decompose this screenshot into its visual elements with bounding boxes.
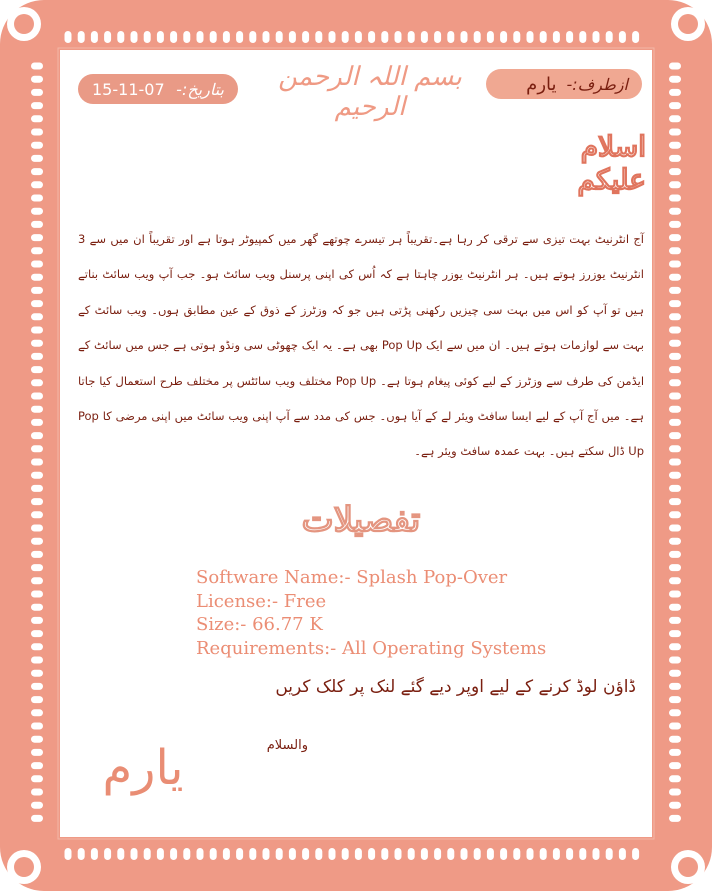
closing-text: والسلام	[266, 738, 308, 753]
spec-size: Size:- 66.77 K	[196, 614, 323, 635]
date-label: بتاریخ:-	[176, 79, 224, 99]
spec-requirements: Requirements:- All Operating Systems	[196, 637, 547, 659]
basmala-heading: بسم اللہ الرحمن الرحیم	[278, 62, 462, 122]
date-pill	[78, 74, 238, 104]
details-heading: تفصیلات	[301, 500, 421, 540]
greeting-heading: اسلام علیکم	[577, 130, 646, 196]
download-instruction: ڈاؤن لوڈ کرنے کے لیے اوپر دیے گئے لنک پر کلک کریں	[275, 677, 636, 697]
signature: یارم	[102, 740, 184, 796]
article-body: آج انٹرنیٹ بہت تیزی سے ترقی کر رہا ہے۔تقریباً ہر تیسرے چوتھے گھر میں کمپیوٹر ہوتا ہے اور تقریباً ان میں سے 3 انٹرنیٹ یوزرز ہوتے ہیں۔ ہر انٹرنیٹ یوزر چاہتا ہے کہ اُس کی اپنی پرسنل ویب سائٹ ہو۔ جب آپ ویب سائٹ بناتے ہیں تو آپ کو اس میں بہت سی چیزیں رکھنی پڑتی ہیں جو کہ وزٹرز کے ذوق کے عین مطابق ہوں۔ ویب سائٹ کے بہت سے لوازمات ہوتے ہیں۔ ان میں سے ایک Pop Up بھی ہے۔ یہ ایک چھوٹی سی ونڈو ہوتی ہے جس میں سائٹ کے ایڈمن کی طرف سے وزٹرز کے لیے کوئی پیغام ہوتا ہے۔ Pop Up مختلف ویب سائٹس پر مختلف طرح استعمال کیا جاتا ہے۔ میں آج آپ کے لیے ایسا سافٹ ویئر لے کے آیا ہوں۔ جس کی مدد سے آپ اپنی ویب سائٹ میں اپنی مرضی کا Pop Up ڈال سکتے ہیں۔ بہت عمدہ سافٹ ویئر ہے۔	[78, 232, 645, 459]
software-specs	[196, 566, 546, 660]
author-name: یارم	[526, 73, 557, 95]
spec-license: License:- Free	[196, 590, 327, 612]
spec-software-name: Software Name:- Splash Pop-Over	[196, 567, 508, 588]
date-value: 15-11-07	[92, 79, 165, 99]
author-label: ازطرف:-	[566, 74, 628, 94]
author-pill	[486, 69, 642, 99]
